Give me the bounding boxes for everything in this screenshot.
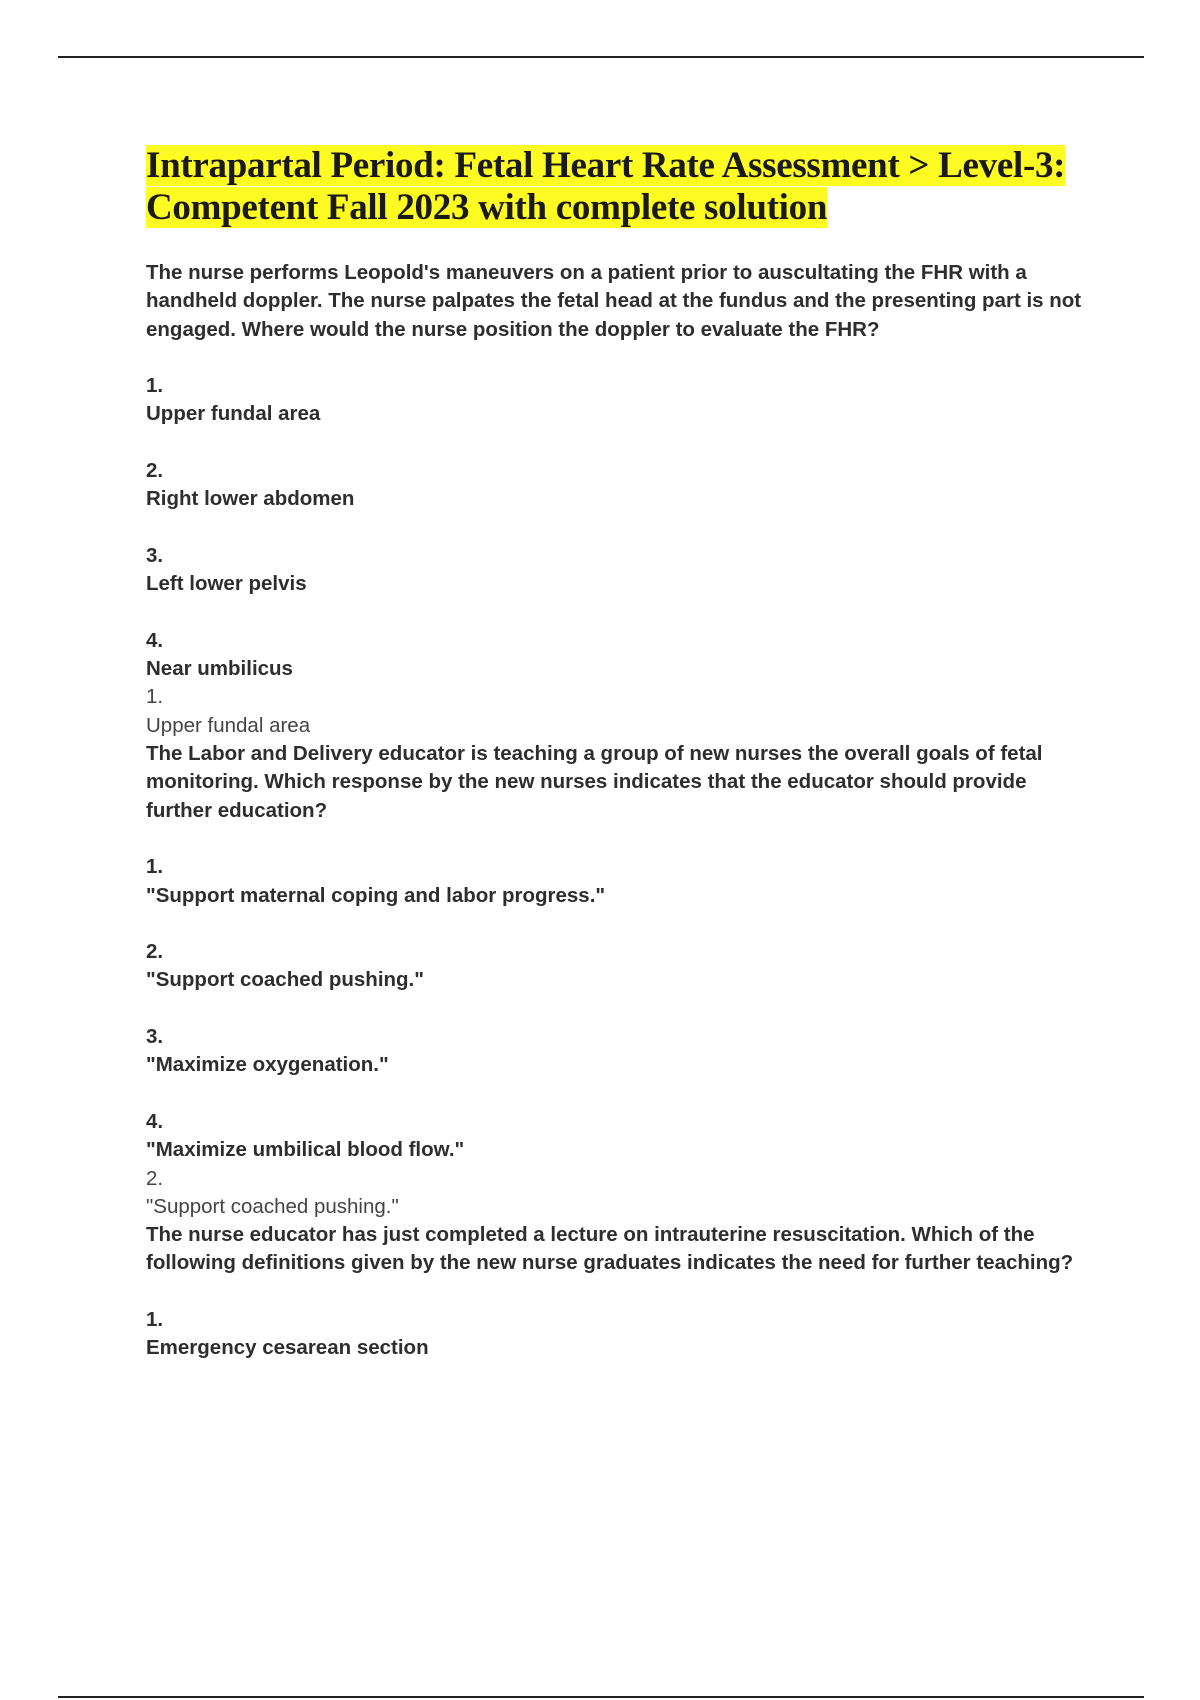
- title-highlight: Intrapartal Period: Fetal Heart Rate Assessment > Level-3: Competent Fall 2023 with complete solution: [146, 145, 1066, 228]
- answer: [146, 683, 1096, 740]
- option: [146, 1108, 1096, 1165]
- header-rule: [58, 56, 1144, 58]
- option: [146, 457, 1096, 514]
- option: [146, 1306, 1096, 1363]
- question-text: The nurse educator has just completed a lecture on intrauterine resuscitation. Which of the following definitions given by the new nurse graduates indicates the need for further teaching?: [146, 1223, 1074, 1275]
- document-title: [146, 145, 1086, 229]
- option-text: Emergency cesarean section: [146, 1336, 429, 1360]
- question-block: [146, 740, 1096, 1221]
- option-text: Left lower pelvis: [146, 572, 307, 596]
- question-block: [146, 259, 1096, 740]
- question-text: The Labor and Delivery educator is teaching a group of new nurses the overall goals of fetal monitoring. Which response by the new nurses indicates that the educator should provide further education?: [146, 742, 1043, 822]
- option-number: 4.: [146, 1109, 164, 1133]
- question-block: [146, 1221, 1096, 1362]
- option-text: "Maximize umbilical blood flow.": [146, 1138, 465, 1162]
- option-number: 1.: [146, 1307, 164, 1331]
- option-number: 3.: [146, 1025, 164, 1049]
- answer-text: "Support coached pushing.": [146, 1194, 399, 1218]
- option-text: "Support maternal coping and labor progress.": [146, 883, 606, 907]
- option-text: Upper fundal area: [146, 402, 321, 426]
- footer-rule: [58, 1696, 1144, 1698]
- option: [146, 853, 1096, 910]
- option: [146, 627, 1096, 684]
- answer: [146, 1165, 1096, 1222]
- option-text: "Support coached pushing.": [146, 968, 424, 992]
- option-number: 1.: [146, 855, 164, 879]
- option: [146, 1023, 1096, 1080]
- option: [146, 542, 1096, 599]
- document-body: [146, 259, 1096, 1363]
- answer-number: 2.: [146, 1166, 164, 1190]
- option-number: 1.: [146, 374, 164, 398]
- option-number: 3.: [146, 543, 164, 567]
- answer-text: Upper fundal area: [146, 713, 311, 737]
- option-number: 4.: [146, 628, 164, 652]
- option-number: 2.: [146, 459, 164, 483]
- question-text: The nurse performs Leopold's maneuvers on a patient prior to auscultating the FHR with a handheld doppler. The nurse palpates the fetal head at the fundus and the presenting part is not engaged. Where would the nurse position the doppler to evaluate the FHR?: [146, 261, 1082, 341]
- option: [146, 938, 1096, 995]
- answer-number: 1.: [146, 685, 164, 709]
- option-number: 2.: [146, 940, 164, 964]
- option-text: Near umbilicus: [146, 657, 293, 681]
- option: [146, 372, 1096, 429]
- option-text: Right lower abdomen: [146, 487, 355, 511]
- option-text: "Maximize oxygenation.": [146, 1053, 389, 1077]
